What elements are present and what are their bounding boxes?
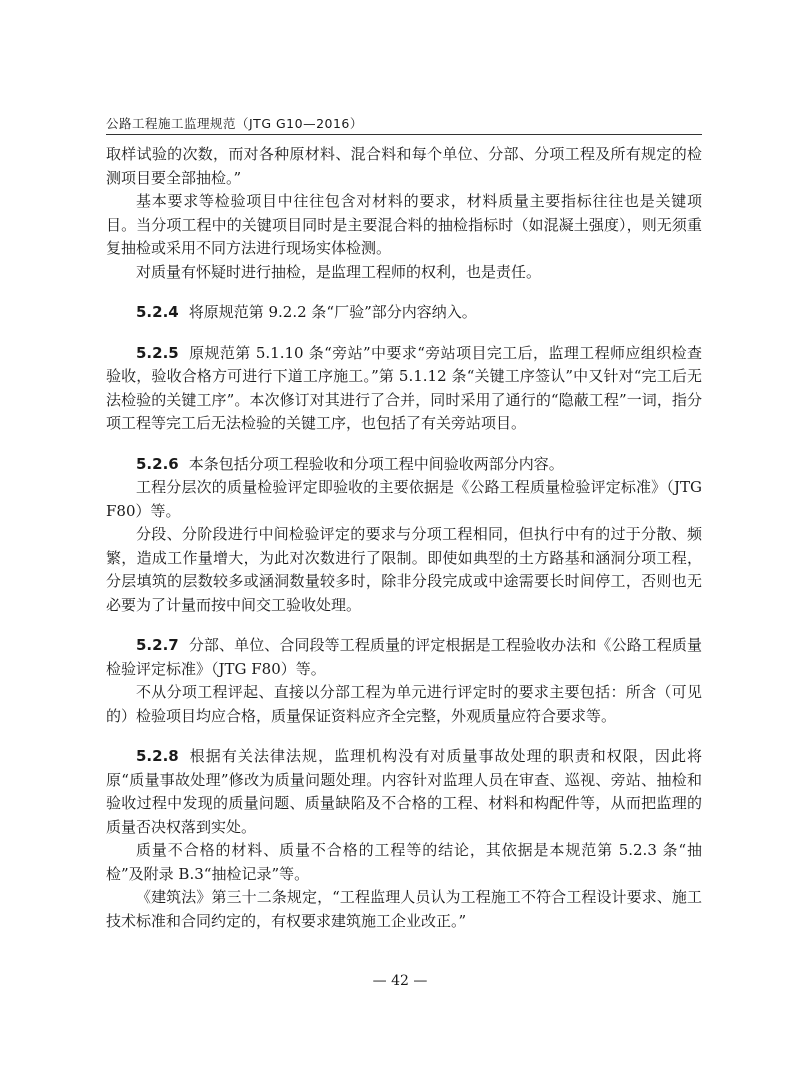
clause-number: 5.2.8 [136,747,179,765]
clause-number: 5.2.5 [136,343,179,362]
paragraph: 《建筑法》第三十二条规定，“工程监理人员认为工程施工不符合工程设计要求、施工技术标准和合同约定的，有权要求建筑施工企业改正。” [106,888,702,930]
paragraph: 工程分层次的质量检验评定即验收的主要依据是《公路工程质量检验评定标准》（JTG F80）等。 [106,478,702,520]
running-header: 公路工程施工监理规范（JTG G10—2016） [106,116,363,131]
paragraph: 取样试验的次数，而对各种原材料、混合料和每个单位、分部、分项工程及所有规定的检测项目要全部抽检。” [106,145,702,187]
clause-5-2-4 [106,301,702,325]
clause-5-2-8 [106,745,702,839]
clause-5-2-6 [106,453,702,477]
clause-5-2-5 [106,342,702,436]
clause-number: 5.2.4 [136,303,179,321]
clause-text: 分部、单位、合同段等工程质量的评定根据是工程验收办法和《公路工程质量检验评定标准》（JTG F80）等。 [106,636,702,678]
clause-text: 原规范第 5.1.10 条“旁站”中要求“旁站项目完工后，监理工程师应组织检查验收，验收合格方可进行下道工序施工。”第 5.1.12 条“关键工序签认”中又针对“完工后无法检验的关键工序”。本次修订对其进行了合并，同时采用了通行的“隐蔽工程”一词，指分项工程等完工后无法检验的关键工序，也包括了有关旁站项目。 [106,343,702,432]
clause-text: 根据有关法律法规，监理机构没有对质量事故处理的职责和权限，因此将原“质量事故处理”修改为质量问题处理。内容针对监理人员在审查、巡视、旁站、抽检和验收过程中发现的质量问题、质量缺陷及不合格的工程、材料和构配件等，从而把监理的质量否决权落到实处。 [106,747,702,836]
clause-text: 本条包括分项工程验收和分项工程中间验收两部分内容。 [188,454,564,473]
clause-text: 将原规范第 9.2.2 条“厂验”部分内容纳入。 [188,303,477,321]
header-rule [106,134,702,135]
paragraph: 对质量有怀疑时进行抽检，是监理工程师的权利，也是责任。 [136,262,542,281]
clause-5-2-7 [106,634,702,681]
page-number: — 42 — [372,973,428,989]
paragraph: 分段、分阶段进行中间检验评定的要求与分项工程相同，但执行中有的过于分散、频繁，造成工作量增大，为此对次数进行了限制。即使如典型的土方路基和涵洞分项工程，分层填筑的层数较多或涵洞数量较多时，除非分段完成或中途需要长时间停工，否则也无必要为了计量而按中间交工验收处理。 [106,525,702,614]
paragraph: 质量不合格的材料、质量不合格的工程等的结论，其依据是本规范第 5.2.3 条“抽检”及附录 B.3“抽检记录”等。 [106,841,702,883]
paragraph: 不从分项工程评起、直接以分部工程为单元进行评定时的要求主要包括：所含（可见的）检验项目均应合格，质量保证资料应齐全完整，外观质量应符合要求等。 [106,683,702,725]
paragraph: 基本要求等检验项目中往往包含对材料的要求，材料质量主要指标往往也是关键项目。当分项工程中的关键项目同时是主要混合料的抽检指标时（如混凝土强度），则无须重复抽检或采用不同方法进行现场实体检测。 [106,192,702,257]
clause-number: 5.2.6 [136,454,179,473]
clause-number: 5.2.7 [136,636,179,654]
page-body [106,143,702,933]
